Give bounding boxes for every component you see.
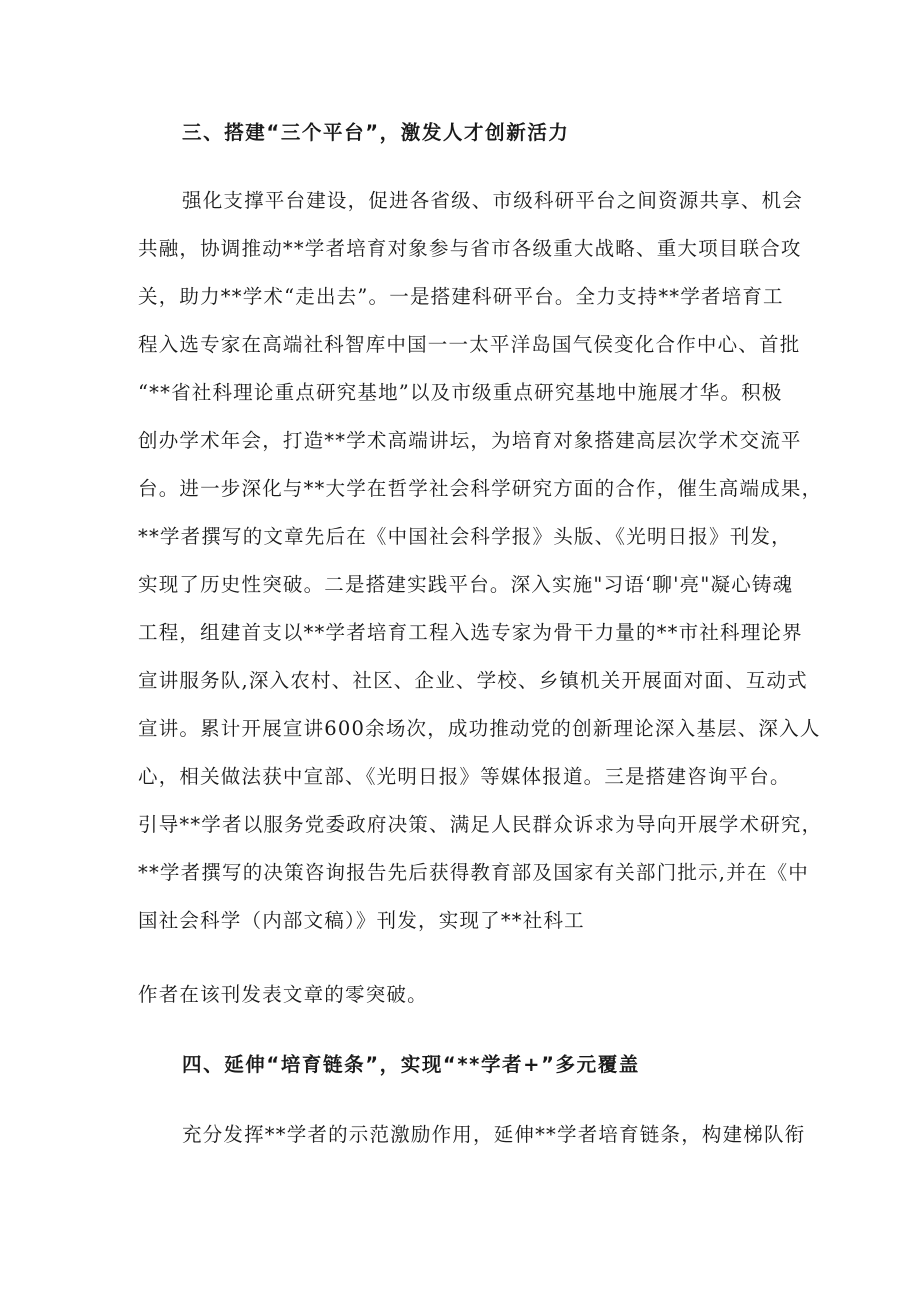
paragraph-line: 心，相关做法获中宣部、《光明日报》等媒体报道。三是搭建咨询平台。 [138,765,791,788]
paragraph-line: 作者在该刊发表文章的零突破。 [138,983,428,1006]
paragraph-line: 实现了历史性突破。二是搭建实践平台。深入实施"习语‘聊'亮"凝心铸魂 [138,573,794,596]
paragraph-line: 工程，组建首支以**学者培育工程入选专家为骨干力量的**市社科理论界 [138,621,803,644]
paragraph-line: 关，助力**学术“走出去”。一是搭建科研平台。全力支持**学者培育工 [138,285,784,308]
paragraph-line: 强化支撑平台建设，促进各省级、市级科研平台之间资源共享、机会 [182,189,804,212]
paragraph-line: 国社会科学（内部文稿）》刊发，实现了**社科工 [138,909,585,932]
paragraph-line: 共融，协调推动**学者培育对象参与省市各级重大战略、重大项目联合攻 [138,237,802,260]
section-3-heading: 三、搭建“三个平台”，激发人才创新活力 [182,121,570,144]
paragraph-line: 充分发挥**学者的示范激励作用，延伸**学者培育链条，构建梯队衔 [182,1123,806,1146]
paragraph-line: 台。进一步深化与**大学在哲学社会科学研究方面的合作，催生高端成果， [138,477,823,500]
paragraph-line: 程入选专家在高端社科智库中国一一太平洋岛国气侯变化合作中心、首批 [138,333,801,356]
paragraph-line: 宣讲服务队,深入农村、社区、企业、学校、乡镇机关开展面对面、互动式 [138,669,808,692]
paragraph-line: **学者撰写的决策咨询报告先后获得教育部及国家有关部门批示,并在《中 [138,861,809,884]
section-4-heading: 四、延伸“培育链条”，实现“**学者+”多元覆盖 [182,1053,640,1076]
paragraph-line: 宣讲。累计开展宣讲600余场次，成功推动党的创新理论深入基层、深入人 [138,717,821,740]
paragraph-line: **学者撰写的文章先后在《中国社会科学报》头版、《光明日报》刊发， [138,525,792,548]
paragraph-line: 引导**学者以服务党委政府决策、满足人民群众诉求为导向开展学术研究， [138,813,823,836]
paragraph-line: 创办学术年会，打造**学术高端讲坛，为培育对象搭建高层次学术交流平 [138,429,802,452]
paragraph-line: “**省社科理论重点研究基地”以及市级重点研究基地中施展才华。积极 [138,381,783,404]
